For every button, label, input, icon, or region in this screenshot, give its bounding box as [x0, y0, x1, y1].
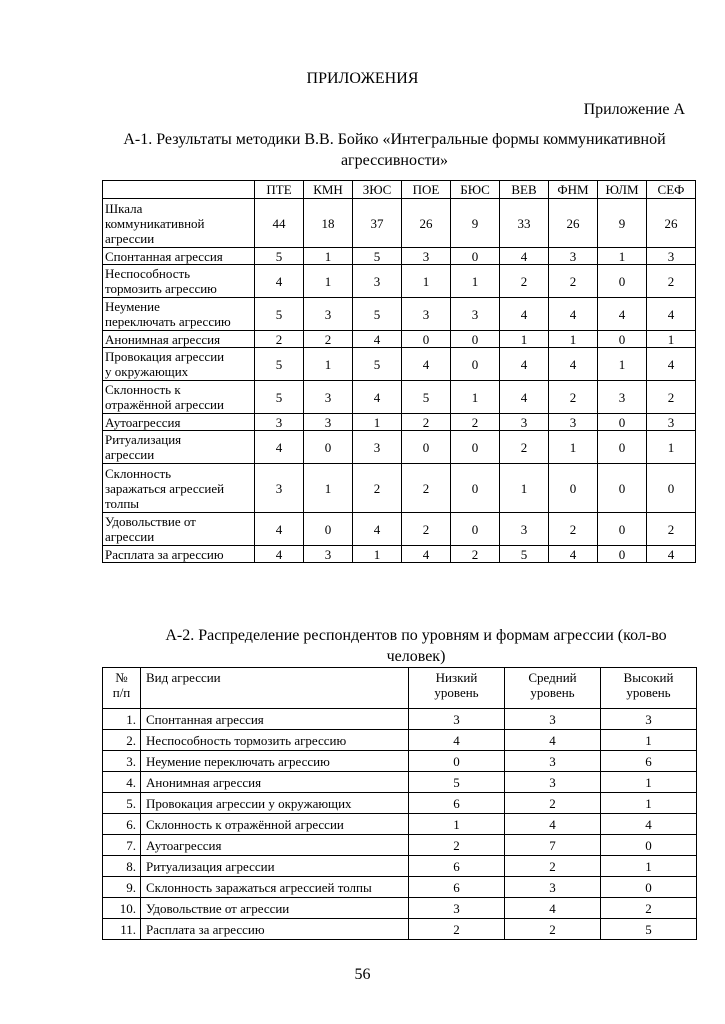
aggression-type: Неспособность тормозить агрессию [141, 730, 409, 751]
value-cell: 0 [598, 513, 647, 546]
row-label-line: Склонность к [105, 382, 181, 397]
table-row [103, 546, 696, 563]
value-cell: 3 [402, 248, 451, 265]
column-header: БЮС [451, 181, 500, 199]
table2-header-row [103, 668, 697, 709]
low-level-count: 6 [409, 877, 505, 898]
value-cell: 0 [451, 248, 500, 265]
high-level-count: 2 [601, 898, 697, 919]
value-cell: 1 [353, 546, 402, 563]
mid-level-count: 4 [505, 898, 601, 919]
column-header: КМН [304, 181, 353, 199]
table-row [103, 331, 696, 348]
value-cell: 4 [549, 546, 598, 563]
low-level-count: 3 [409, 898, 505, 919]
table-row [103, 709, 697, 730]
value-cell: 1 [451, 381, 500, 414]
row-number: 4. [103, 772, 141, 793]
row-label [103, 248, 255, 265]
mid-level-count: 7 [505, 835, 601, 856]
value-cell: 2 [402, 414, 451, 431]
low-level-count: 1 [409, 814, 505, 835]
row-label-line: отражённой агрессии [105, 397, 224, 412]
row-label-line: Шкала [105, 200, 143, 216]
row-label-line: Провокация агрессии [105, 349, 225, 364]
value-cell: 4 [255, 265, 304, 298]
aggression-type: Склонность к отражённой агрессии [141, 814, 409, 835]
value-cell: 1 [304, 464, 353, 513]
high-level-count: 0 [601, 835, 697, 856]
value-cell: 2 [255, 331, 304, 348]
value-cell: 1 [304, 248, 353, 265]
value-cell: 2 [353, 464, 402, 513]
low-level-count: 0 [409, 751, 505, 772]
mid-level-count: 3 [505, 751, 601, 772]
value-cell: 5 [353, 298, 402, 331]
row-number: 3. [103, 751, 141, 772]
value-cell: 0 [598, 464, 647, 513]
table1-caption-line2: агрессивности» [340, 152, 449, 169]
value-cell: 4 [647, 298, 696, 331]
row-label [103, 348, 255, 381]
table-row [103, 772, 697, 793]
value-cell: 5 [255, 248, 304, 265]
row-label-line: тормозить агрессию [105, 281, 217, 296]
value-cell: 5 [353, 248, 402, 265]
value-cell: 1 [353, 414, 402, 431]
high-level-count: 6 [601, 751, 697, 772]
value-cell: 1 [647, 331, 696, 348]
row-label-line: коммуникативной [105, 215, 205, 231]
value-cell: 3 [549, 248, 598, 265]
value-cell: 1 [549, 431, 598, 464]
value-cell: 0 [598, 414, 647, 431]
value-cell: 44 [255, 199, 304, 248]
row-label [103, 431, 255, 464]
low-level-count: 4 [409, 730, 505, 751]
value-cell: 1 [647, 431, 696, 464]
column-header: ПТЕ [255, 181, 304, 199]
value-cell: 1 [598, 248, 647, 265]
row-label [103, 199, 255, 248]
table-row [103, 464, 696, 513]
value-cell: 4 [255, 513, 304, 546]
header-type: Вид агрессии [141, 668, 409, 709]
value-cell: 2 [402, 464, 451, 513]
header-num [103, 668, 141, 709]
value-cell: 4 [255, 546, 304, 563]
high-level-count: 3 [601, 709, 697, 730]
value-cell: 2 [647, 513, 696, 546]
low-level-count: 2 [409, 919, 505, 940]
aggression-type: Анонимная агрессия [141, 772, 409, 793]
row-number: 9. [103, 877, 141, 898]
column-header: СЕФ [647, 181, 696, 199]
aggression-type: Ритуализация агрессии [141, 856, 409, 877]
value-cell: 4 [647, 546, 696, 563]
aggression-type: Провокация агрессии у окружающих [141, 793, 409, 814]
mid-level-count: 2 [505, 856, 601, 877]
value-cell: 37 [353, 199, 402, 248]
mid-level-count: 2 [505, 793, 601, 814]
value-cell: 3 [304, 298, 353, 331]
value-cell: 4 [500, 381, 549, 414]
row-label-line: заражаться агрессией [105, 480, 225, 496]
value-cell: 1 [500, 331, 549, 348]
value-cell: 5 [255, 381, 304, 414]
value-cell: 4 [353, 331, 402, 348]
value-cell: 3 [598, 381, 647, 414]
row-label-line: агрессии [105, 447, 155, 462]
table-row [103, 919, 697, 940]
value-cell: 4 [353, 513, 402, 546]
value-cell: 0 [598, 331, 647, 348]
high-level-count: 5 [601, 919, 697, 940]
value-cell: 3 [304, 414, 353, 431]
header-high-line: Высокий [623, 670, 674, 685]
value-cell: 4 [647, 348, 696, 381]
value-cell: 4 [402, 546, 451, 563]
table2-caption-line2: человек) [386, 648, 446, 665]
value-cell: 4 [500, 248, 549, 265]
table-row [103, 348, 696, 381]
row-label-line: Ритуализация [105, 432, 182, 447]
row-label-line: Неспособность [105, 266, 191, 281]
row-label [103, 381, 255, 414]
column-header: ПОЕ [402, 181, 451, 199]
value-cell: 3 [255, 464, 304, 513]
header-low-line: уровень [434, 685, 479, 700]
value-cell: 3 [500, 414, 549, 431]
value-cell: 2 [549, 381, 598, 414]
high-level-count: 1 [601, 730, 697, 751]
value-cell: 0 [451, 464, 500, 513]
table2-caption-line1: А-2. Распределение респондентов по уровням и формам агрессии (кол-во [165, 627, 667, 644]
row-label-line: агрессии [105, 529, 155, 544]
value-cell: 0 [549, 464, 598, 513]
value-cell: 5 [353, 348, 402, 381]
value-cell: 2 [549, 513, 598, 546]
value-cell: 2 [647, 381, 696, 414]
value-cell: 4 [500, 298, 549, 331]
header-mid-line: Средний [528, 670, 577, 685]
table1-caption-line1: А-1. Результаты методики В.В. Бойко «Интегральные формы коммуникативной [123, 131, 666, 148]
row-number: 10. [103, 898, 141, 919]
table-row [103, 751, 697, 772]
value-cell: 4 [255, 431, 304, 464]
value-cell: 5 [255, 298, 304, 331]
table-row [103, 298, 696, 331]
row-number: 6. [103, 814, 141, 835]
value-cell: 1 [304, 265, 353, 298]
mid-level-count: 3 [505, 772, 601, 793]
header-mid [505, 668, 601, 709]
value-cell: 5 [500, 546, 549, 563]
aggression-type: Неумение переключать агрессию [141, 751, 409, 772]
header-mid-line: уровень [530, 685, 575, 700]
row-label [103, 546, 255, 563]
value-cell: 3 [647, 248, 696, 265]
table-row [103, 835, 697, 856]
row-label-line: Склонность [105, 465, 172, 481]
table1-caption [102, 129, 687, 171]
value-cell: 0 [402, 431, 451, 464]
row-label [103, 414, 255, 431]
low-level-count: 3 [409, 709, 505, 730]
value-cell: 3 [255, 414, 304, 431]
table-row [103, 513, 696, 546]
value-cell: 0 [647, 464, 696, 513]
row-number: 5. [103, 793, 141, 814]
row-label-line: агрессии [105, 230, 155, 246]
value-cell: 0 [598, 431, 647, 464]
value-cell: 1 [402, 265, 451, 298]
row-label-line: у окружающих [105, 364, 189, 379]
header-low [409, 668, 505, 709]
aggression-type: Расплата за агрессию [141, 919, 409, 940]
value-cell: 5 [402, 381, 451, 414]
row-label [103, 298, 255, 331]
appendix-label: Приложение А [583, 101, 685, 118]
value-cell: 4 [549, 298, 598, 331]
aggression-type: Удовольствие от агрессии [141, 898, 409, 919]
table1-header-row [103, 181, 696, 199]
value-cell: 33 [500, 199, 549, 248]
header-num-line: п/п [112, 685, 131, 700]
row-label [103, 331, 255, 348]
header-high-line: уровень [626, 685, 671, 700]
value-cell: 2 [500, 265, 549, 298]
page-heading: ПРИЛОЖЕНИЯ [306, 70, 419, 87]
low-level-count: 6 [409, 793, 505, 814]
header-high [601, 668, 697, 709]
aggression-type: Склонность заражаться агрессией толпы [141, 877, 409, 898]
column-header: ЗЮС [353, 181, 402, 199]
value-cell: 26 [549, 199, 598, 248]
row-label [103, 513, 255, 546]
row-label-line: Аутоагрессия [105, 414, 181, 430]
row-number: 8. [103, 856, 141, 877]
value-cell: 2 [451, 414, 500, 431]
value-cell: 26 [402, 199, 451, 248]
value-cell: 4 [598, 298, 647, 331]
value-cell: 3 [500, 513, 549, 546]
row-number: 1. [103, 709, 141, 730]
table-row [103, 793, 697, 814]
value-cell: 26 [647, 199, 696, 248]
mid-level-count: 3 [505, 709, 601, 730]
high-level-count: 1 [601, 772, 697, 793]
value-cell: 4 [353, 381, 402, 414]
value-cell: 9 [451, 199, 500, 248]
value-cell: 0 [451, 331, 500, 348]
header-num-line: № [115, 670, 128, 685]
value-cell: 2 [647, 265, 696, 298]
high-level-count: 4 [601, 814, 697, 835]
table-row [103, 730, 697, 751]
value-cell: 2 [549, 265, 598, 298]
aggression-type: Спонтанная агрессия [141, 709, 409, 730]
low-level-count: 2 [409, 835, 505, 856]
value-cell: 2 [451, 546, 500, 563]
row-number: 7. [103, 835, 141, 856]
value-cell: 0 [451, 431, 500, 464]
value-cell: 1 [549, 331, 598, 348]
value-cell: 1 [500, 464, 549, 513]
page-number: 56 [354, 966, 371, 983]
row-label-line: Удовольствие от [105, 514, 196, 529]
value-cell: 1 [598, 348, 647, 381]
table-row [103, 898, 697, 919]
value-cell: 0 [598, 546, 647, 563]
value-cell: 3 [353, 431, 402, 464]
column-header: ЮЛМ [598, 181, 647, 199]
header-low-line: Низкий [435, 670, 478, 685]
value-cell: 3 [451, 298, 500, 331]
value-cell: 3 [647, 414, 696, 431]
header-empty-cell [103, 181, 255, 199]
row-number: 2. [103, 730, 141, 751]
column-header: ФНМ [549, 181, 598, 199]
table-row [103, 199, 696, 248]
table-row [103, 248, 696, 265]
low-level-count: 6 [409, 856, 505, 877]
value-cell: 0 [598, 265, 647, 298]
table-row [103, 414, 696, 431]
row-label [103, 464, 255, 513]
table-row [103, 856, 697, 877]
value-cell: 3 [304, 546, 353, 563]
value-cell: 2 [500, 431, 549, 464]
table2-caption [145, 625, 687, 667]
value-cell: 0 [451, 348, 500, 381]
distribution-table [102, 667, 697, 940]
value-cell: 3 [353, 265, 402, 298]
row-label-line: Неумение [105, 299, 160, 314]
row-label-line: толпы [105, 495, 140, 511]
table-row [103, 265, 696, 298]
value-cell: 2 [304, 331, 353, 348]
value-cell: 3 [402, 298, 451, 331]
row-label-line: переключать агрессию [105, 314, 231, 329]
high-level-count: 0 [601, 877, 697, 898]
value-cell: 1 [451, 265, 500, 298]
mid-level-count: 4 [505, 730, 601, 751]
high-level-count: 1 [601, 856, 697, 877]
table-row [103, 431, 696, 464]
value-cell: 0 [451, 513, 500, 546]
value-cell: 0 [304, 513, 353, 546]
column-header: ВЕВ [500, 181, 549, 199]
row-label-line: Анонимная агрессия [105, 331, 221, 347]
value-cell: 3 [304, 381, 353, 414]
value-cell: 18 [304, 199, 353, 248]
value-cell: 3 [549, 414, 598, 431]
mid-level-count: 3 [505, 877, 601, 898]
low-level-count: 5 [409, 772, 505, 793]
row-label-line: Расплата за агрессию [105, 546, 224, 562]
row-label [103, 265, 255, 298]
mid-level-count: 2 [505, 919, 601, 940]
table-row [103, 877, 697, 898]
row-number: 11. [103, 919, 141, 940]
mid-level-count: 4 [505, 814, 601, 835]
value-cell: 1 [304, 348, 353, 381]
table-row [103, 381, 696, 414]
value-cell: 2 [402, 513, 451, 546]
table-row [103, 814, 697, 835]
value-cell: 0 [304, 431, 353, 464]
value-cell: 4 [500, 348, 549, 381]
value-cell: 4 [549, 348, 598, 381]
value-cell: 9 [598, 199, 647, 248]
row-label-line: Спонтанная агрессия [105, 248, 223, 264]
value-cell: 5 [255, 348, 304, 381]
high-level-count: 1 [601, 793, 697, 814]
value-cell: 4 [402, 348, 451, 381]
results-table [102, 180, 696, 563]
value-cell: 0 [402, 331, 451, 348]
aggression-type: Аутоагрессия [141, 835, 409, 856]
